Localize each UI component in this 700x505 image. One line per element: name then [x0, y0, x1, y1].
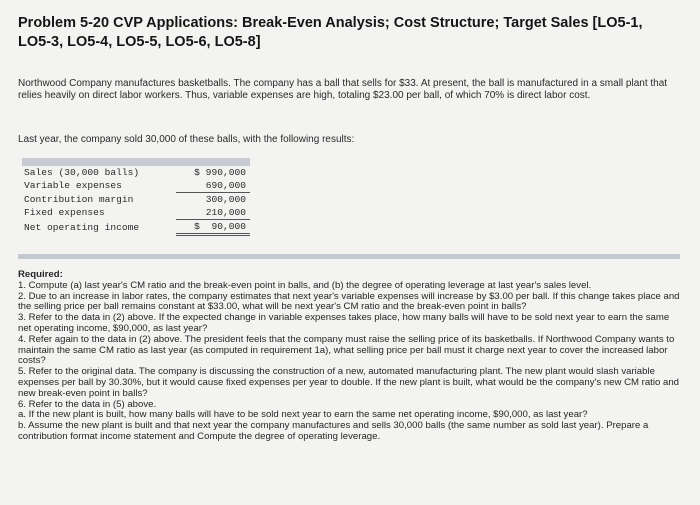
table-row — [22, 179, 250, 193]
row-label: Contribution margin — [24, 193, 134, 205]
table-row — [22, 206, 250, 220]
table-row — [22, 193, 250, 207]
results-table — [22, 166, 250, 236]
requirement-item: 1. Compute (a) last year's CM ratio and the break-even point in balls, and (b) the degree of operating leverage at last year's sales level. — [18, 279, 592, 291]
row-amount: 300,000 — [205, 194, 246, 205]
requirement-item: 2. Due to an increase in labor rates, the company estimates that next year's variable expenses will increase by $3.00 per ball. If this change takes place and the selling price per ball remains constant at $33.00, what will be next year's CM ratio and the break-even point in balls? — [18, 290, 680, 313]
table-header-bar — [22, 158, 250, 166]
requirement-item: 3. Refer to the data in (2) above. If the expected change in variable expenses takes place, how many balls will have to be sold next year to earn the same net operating income, $90,000, as last year? — [18, 312, 670, 334]
row-amount: $ 90,000 — [176, 220, 251, 235]
row-label: Net operating income — [24, 221, 140, 233]
results-table-panel — [22, 158, 250, 236]
row-amount: 210,000 — [176, 206, 251, 220]
required-label: Required: — [18, 269, 63, 280]
required-section — [18, 270, 684, 443]
problem-intro: Northwood Company manufactures basketballs. The company has a ball that sells for $33. At present, the ball is manufactured in a small plant that relies heavily on direct labor workers. Thus, variable expenses are high, totaling $23.00 per ball, of which 70% is direct labor cost. — [18, 78, 668, 101]
requirement-item: 4. Refer again to the data in (2) above. The president feels that the company must raise the selling price of its basketballs. If Northwood Company wants to maintain the same CM ratio as last year (as computed in requirement 1a), what selling price per ball must it charge next year to cover the increased labor costs? — [18, 333, 675, 367]
requirement-item: a. If the new plant is built, how many balls will have to be sold next year to earn the same net operating income, $90,000, as last year? — [18, 409, 588, 421]
requirement-item: b. Assume the new plant is built and that next year the company manufactures and sells 30,000 balls (the same number as sold last year). Prepare a contribution format income statement and Compute the degree of operating leverage. — [18, 420, 649, 442]
problem-title: Problem 5-20 CVP Applications: Break-Even Analysis; Cost Structure; Target Sales [LO5-1, LO5-3, LO5-4, LO5-5, LO5-6, LO5-8] — [18, 15, 643, 50]
requirement-item: 6. Refer to the data in (5) above. — [18, 398, 157, 410]
table-row — [22, 220, 250, 235]
requirement-item: 5. Refer to the original data. The company is discussing the construction of a new, automated manufacturing plant. The new plant would slash variable expenses per ball by 30.30%, but it would cause fixed expenses per year to double. If the new plant is built, what would be the company's new CM ratio and new break-even point in balls? — [18, 366, 679, 399]
row-label: Sales (30,000 balls) — [24, 167, 140, 178]
section-divider — [18, 254, 680, 259]
last-year-statement: Last year, the company sold 30,000 of these balls, with the following results: — [18, 134, 355, 145]
row-amount: 690,000 — [176, 179, 251, 193]
row-label: Fixed expenses — [24, 207, 105, 219]
row-label: Variable expenses — [24, 180, 122, 192]
table-row — [22, 166, 250, 179]
row-amount: $ 990,000 — [194, 167, 246, 178]
